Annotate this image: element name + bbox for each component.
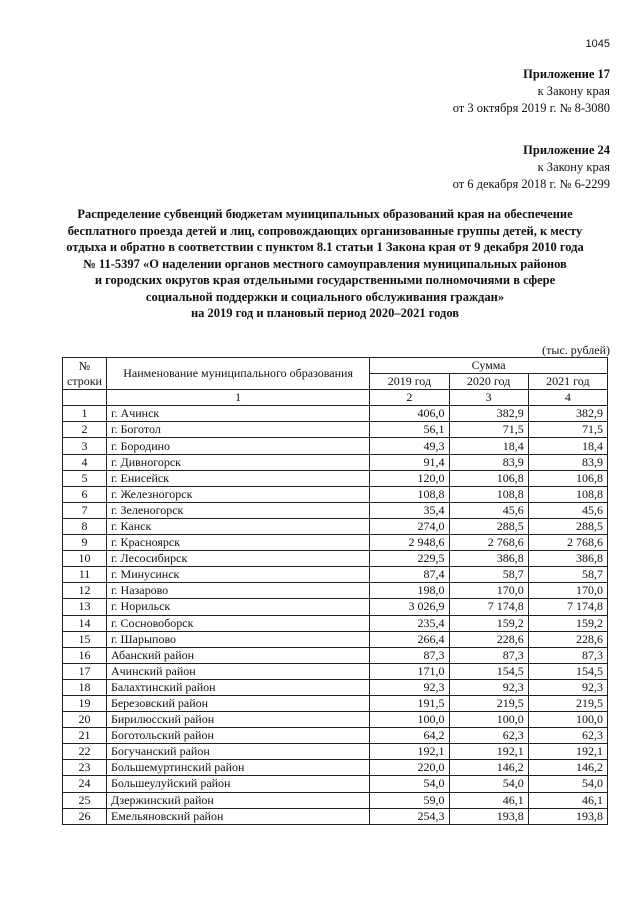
appendix-24-block bbox=[453, 142, 610, 193]
amount-2020: 92,3 bbox=[449, 679, 528, 695]
amount-2019: 35,4 bbox=[370, 502, 449, 518]
table-row bbox=[63, 567, 608, 583]
amount-2021: 46,1 bbox=[528, 792, 607, 808]
row-number: 1 bbox=[63, 406, 107, 422]
appendix-24-line1: к Закону края bbox=[537, 160, 610, 174]
amount-2021: 219,5 bbox=[528, 695, 607, 711]
title-line: бесплатного проезда детей и лиц, сопровождающих организованные группы детей, к месту bbox=[67, 223, 583, 238]
amount-2019: 235,4 bbox=[370, 615, 449, 631]
municipality-name: Березовский район bbox=[106, 695, 369, 711]
municipality-name: г. Боготол bbox=[106, 422, 369, 438]
row-number: 8 bbox=[63, 518, 107, 534]
amount-2021: 146,2 bbox=[528, 760, 607, 776]
amount-2021: 62,3 bbox=[528, 728, 607, 744]
table-row bbox=[63, 406, 608, 422]
amount-2019: 3 026,9 bbox=[370, 599, 449, 615]
appendix-24-title: Приложение 24 bbox=[523, 143, 610, 157]
amount-2021: 159,2 bbox=[528, 615, 607, 631]
municipality-name: г. Бородино bbox=[106, 438, 369, 454]
amount-2020: 58,7 bbox=[449, 567, 528, 583]
municipality-name: Ачинский район bbox=[106, 663, 369, 679]
municipality-name: Большеулуйский район bbox=[106, 776, 369, 792]
municipality-name: г. Канск bbox=[106, 518, 369, 534]
amount-2019: 254,3 bbox=[370, 808, 449, 824]
row-number: 3 bbox=[63, 438, 107, 454]
municipality-name: г. Енисейск bbox=[106, 470, 369, 486]
amount-2020: 193,8 bbox=[449, 808, 528, 824]
municipality-name: г. Лесосибирск bbox=[106, 551, 369, 567]
amount-2019: 192,1 bbox=[370, 744, 449, 760]
row-number: 20 bbox=[63, 712, 107, 728]
table-row bbox=[63, 728, 608, 744]
row-number: 18 bbox=[63, 679, 107, 695]
table-row bbox=[63, 631, 608, 647]
row-number: 10 bbox=[63, 551, 107, 567]
amount-2021: 83,9 bbox=[528, 454, 607, 470]
amount-2020: 159,2 bbox=[449, 615, 528, 631]
municipality-name: г. Сосновоборск bbox=[106, 615, 369, 631]
row-number: 14 bbox=[63, 615, 107, 631]
appendix-17-block bbox=[453, 66, 610, 117]
amount-2019: 87,4 bbox=[370, 567, 449, 583]
table-row bbox=[63, 518, 608, 534]
table-row bbox=[63, 583, 608, 599]
amount-2020: 71,5 bbox=[449, 422, 528, 438]
municipality-name: Большемуртинский район bbox=[106, 760, 369, 776]
amount-2021: 92,3 bbox=[528, 679, 607, 695]
amount-2019: 220,0 bbox=[370, 760, 449, 776]
table-row bbox=[63, 647, 608, 663]
table-row bbox=[63, 615, 608, 631]
table-row bbox=[63, 760, 608, 776]
table-row bbox=[63, 454, 608, 470]
amount-2019: 59,0 bbox=[370, 792, 449, 808]
municipality-name: г. Шарыпово bbox=[106, 631, 369, 647]
municipality-name: Балахтинский район bbox=[106, 679, 369, 695]
municipality-name: г. Зеленогорск bbox=[106, 502, 369, 518]
title-line: социальной поддержки и социального обслуживания граждан» bbox=[145, 289, 505, 304]
appendix-24-line2: от 6 декабря 2018 г. № 6-2299 bbox=[452, 177, 610, 191]
header-col-number: 1 bbox=[106, 390, 369, 406]
amount-2020: 87,3 bbox=[449, 647, 528, 663]
row-number: 17 bbox=[63, 663, 107, 679]
appendix-17-line2: от 3 октября 2019 г. № 8-3080 bbox=[452, 101, 610, 115]
municipality-name: г. Норильск bbox=[106, 599, 369, 615]
municipality-name: Емельяновский район bbox=[106, 808, 369, 824]
row-number: 16 bbox=[63, 647, 107, 663]
appendix-17-title: Приложение 17 bbox=[523, 67, 610, 81]
amount-2021: 7 174,8 bbox=[528, 599, 607, 615]
header-col-number: 3 bbox=[449, 390, 528, 406]
title-line: Распределение субвенций бюджетам муниципальных образований края на обеспечение bbox=[77, 207, 573, 221]
amount-2020: 154,5 bbox=[449, 663, 528, 679]
header-year-2021: 2021 год bbox=[528, 374, 607, 390]
row-number: 6 bbox=[63, 486, 107, 502]
header-col-number: 2 bbox=[370, 390, 449, 406]
row-number: 21 bbox=[63, 728, 107, 744]
amount-2020: 382,9 bbox=[449, 406, 528, 422]
amount-2021: 386,8 bbox=[528, 551, 607, 567]
amount-2021: 45,6 bbox=[528, 502, 607, 518]
amount-2021: 71,5 bbox=[528, 422, 607, 438]
row-number: 9 bbox=[63, 535, 107, 551]
municipality-name: г. Железногорск bbox=[106, 486, 369, 502]
amount-2019: 406,0 bbox=[370, 406, 449, 422]
amount-2020: 288,5 bbox=[449, 518, 528, 534]
amount-2019: 49,3 bbox=[370, 438, 449, 454]
amount-2020: 2 768,6 bbox=[449, 535, 528, 551]
amount-2020: 386,8 bbox=[449, 551, 528, 567]
municipality-name: г. Дивногорск bbox=[106, 454, 369, 470]
table-row bbox=[63, 744, 608, 760]
table-row bbox=[63, 695, 608, 711]
row-number: 25 bbox=[63, 792, 107, 808]
header-name: Наименование муниципального образования bbox=[106, 358, 369, 390]
municipality-name: Бирилюсский район bbox=[106, 712, 369, 728]
table-row bbox=[63, 712, 608, 728]
row-number: 12 bbox=[63, 583, 107, 599]
amount-2019: 108,8 bbox=[370, 486, 449, 502]
unit-label: (тыс. рублей) bbox=[542, 343, 610, 357]
amount-2020: 170,0 bbox=[449, 583, 528, 599]
amount-2020: 18,4 bbox=[449, 438, 528, 454]
title-line: № 11-5397 «О наделении органов местного самоуправления муниципальных районов bbox=[83, 256, 567, 271]
municipality-name: г. Красноярск bbox=[106, 535, 369, 551]
amount-2021: 170,0 bbox=[528, 583, 607, 599]
amount-2019: 266,4 bbox=[370, 631, 449, 647]
amount-2021: 193,8 bbox=[528, 808, 607, 824]
table-row bbox=[63, 502, 608, 518]
row-number: 7 bbox=[63, 502, 107, 518]
header-col-number bbox=[63, 390, 107, 406]
table-row bbox=[63, 808, 608, 824]
amount-2019: 2 948,6 bbox=[370, 535, 449, 551]
amount-2019: 87,3 bbox=[370, 647, 449, 663]
amount-2021: 288,5 bbox=[528, 518, 607, 534]
amount-2021: 154,5 bbox=[528, 663, 607, 679]
amount-2019: 54,0 bbox=[370, 776, 449, 792]
amount-2020: 106,8 bbox=[449, 470, 528, 486]
amount-2019: 191,5 bbox=[370, 695, 449, 711]
amount-2019: 100,0 bbox=[370, 712, 449, 728]
row-number: 23 bbox=[63, 760, 107, 776]
municipality-name: Абанский район bbox=[106, 647, 369, 663]
amount-2020: 46,1 bbox=[449, 792, 528, 808]
table-row bbox=[63, 776, 608, 792]
municipality-name: г. Назарово bbox=[106, 583, 369, 599]
amount-2021: 108,8 bbox=[528, 486, 607, 502]
amount-2020: 83,9 bbox=[449, 454, 528, 470]
municipality-name: Дзержинский район bbox=[106, 792, 369, 808]
table-row bbox=[63, 438, 608, 454]
amount-2019: 171,0 bbox=[370, 663, 449, 679]
amount-2020: 7 174,8 bbox=[449, 599, 528, 615]
row-number: 26 bbox=[63, 808, 107, 824]
header-sum: Сумма bbox=[370, 358, 608, 374]
table-row bbox=[63, 792, 608, 808]
amount-2019: 120,0 bbox=[370, 470, 449, 486]
header-col-number: 4 bbox=[528, 390, 607, 406]
amount-2021: 106,8 bbox=[528, 470, 607, 486]
municipality-name: г. Ачинск bbox=[106, 406, 369, 422]
table-body bbox=[63, 406, 608, 824]
page-number: 1045 bbox=[585, 38, 610, 50]
amount-2021: 2 768,6 bbox=[528, 535, 607, 551]
table-row bbox=[63, 599, 608, 615]
row-number: 15 bbox=[63, 631, 107, 647]
row-number: 24 bbox=[63, 776, 107, 792]
municipality-name: г. Минусинск bbox=[106, 567, 369, 583]
amount-2021: 192,1 bbox=[528, 744, 607, 760]
row-number: 19 bbox=[63, 695, 107, 711]
table-row bbox=[63, 679, 608, 695]
header-row-number: № строки bbox=[63, 358, 107, 390]
table-row bbox=[63, 470, 608, 486]
distribution-table bbox=[62, 357, 608, 825]
row-number: 22 bbox=[63, 744, 107, 760]
amount-2019: 64,2 bbox=[370, 728, 449, 744]
amount-2020: 45,6 bbox=[449, 502, 528, 518]
title-line: отдыха и обратно в соответствии с пунктом 8.1 статьи 1 Закона края от 9 декабря 2010 года bbox=[66, 240, 584, 254]
municipality-name: Боготольский район bbox=[106, 728, 369, 744]
amount-2020: 100,0 bbox=[449, 712, 528, 728]
row-number: 13 bbox=[63, 599, 107, 615]
amount-2020: 108,8 bbox=[449, 486, 528, 502]
amount-2021: 58,7 bbox=[528, 567, 607, 583]
table-row bbox=[63, 486, 608, 502]
row-number: 5 bbox=[63, 470, 107, 486]
amount-2021: 228,6 bbox=[528, 631, 607, 647]
amount-2020: 146,2 bbox=[449, 760, 528, 776]
amount-2021: 87,3 bbox=[528, 647, 607, 663]
table-row bbox=[63, 551, 608, 567]
amount-2019: 198,0 bbox=[370, 583, 449, 599]
document-title bbox=[40, 206, 610, 322]
amount-2019: 91,4 bbox=[370, 454, 449, 470]
amount-2021: 18,4 bbox=[528, 438, 607, 454]
amount-2021: 382,9 bbox=[528, 406, 607, 422]
amount-2019: 56,1 bbox=[370, 422, 449, 438]
amount-2019: 229,5 bbox=[370, 551, 449, 567]
amount-2021: 100,0 bbox=[528, 712, 607, 728]
table-row bbox=[63, 422, 608, 438]
title-line: и городских округов края отдельными государственными полномочиями в сфере bbox=[94, 273, 556, 287]
appendix-17-line1: к Закону края bbox=[537, 84, 610, 98]
title-line: на 2019 год и плановый период 2020–2021 годов bbox=[190, 306, 460, 320]
row-number: 4 bbox=[63, 454, 107, 470]
header-year-2020: 2020 год bbox=[449, 374, 528, 390]
table-header bbox=[63, 358, 608, 406]
amount-2019: 92,3 bbox=[370, 679, 449, 695]
row-number: 2 bbox=[63, 422, 107, 438]
amount-2021: 54,0 bbox=[528, 776, 607, 792]
amount-2020: 62,3 bbox=[449, 728, 528, 744]
amount-2020: 219,5 bbox=[449, 695, 528, 711]
municipality-name: Богучанский район bbox=[106, 744, 369, 760]
table-row bbox=[63, 663, 608, 679]
row-number: 11 bbox=[63, 567, 107, 583]
table-row bbox=[63, 535, 608, 551]
amount-2019: 274,0 bbox=[370, 518, 449, 534]
amount-2020: 192,1 bbox=[449, 744, 528, 760]
amount-2020: 54,0 bbox=[449, 776, 528, 792]
header-year-2019: 2019 год bbox=[370, 374, 449, 390]
amount-2020: 228,6 bbox=[449, 631, 528, 647]
